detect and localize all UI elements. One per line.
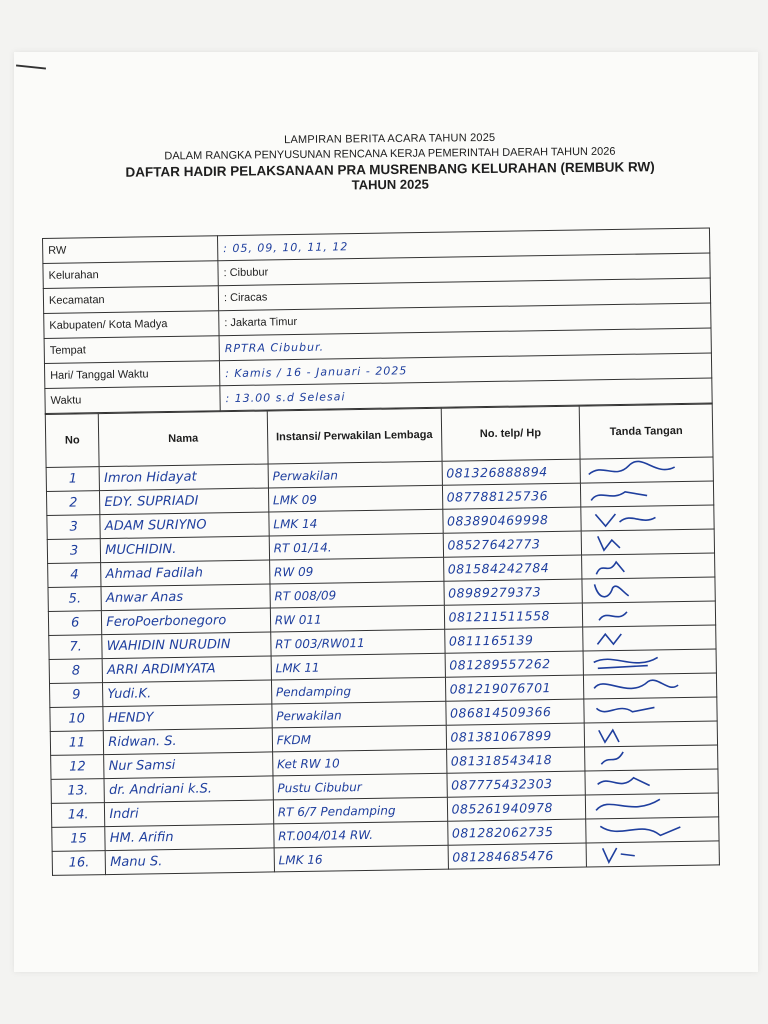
row-number: 15 bbox=[52, 827, 106, 852]
signature-stroke bbox=[596, 561, 624, 573]
tempat-value: RPTRA Cibubur. bbox=[219, 328, 711, 361]
participant-name: Ahmad Fadilah bbox=[101, 560, 270, 587]
signature-cell bbox=[585, 769, 718, 795]
participant-phone: 081211511558 bbox=[444, 603, 583, 629]
participant-institution: LMK 11 bbox=[271, 653, 445, 680]
signature-cell bbox=[582, 553, 715, 579]
participant-institution: LMK 16 bbox=[274, 845, 448, 872]
participant-institution: FKDM bbox=[272, 725, 446, 752]
participant-name: MUCHIDIN. bbox=[101, 536, 270, 563]
row-number: 3 bbox=[47, 539, 101, 564]
col-header-tanda-tangan: Tanda Tangan bbox=[579, 404, 713, 459]
signature-scribble bbox=[586, 530, 696, 554]
kabupaten-label: Kabupaten/ Kota Madya bbox=[44, 311, 219, 339]
attendance-form bbox=[42, 228, 720, 876]
row-number: 6 bbox=[48, 611, 102, 636]
participant-phone: 08989279373 bbox=[443, 579, 582, 605]
row-number: 11 bbox=[50, 731, 104, 756]
participant-phone: 0811165139 bbox=[444, 627, 583, 653]
participant-phone: 087775432303 bbox=[446, 771, 585, 797]
participant-institution: RT 01/14. bbox=[269, 533, 443, 560]
participant-name: ADAM SURIYNO bbox=[100, 512, 269, 539]
participant-name: dr. Andriani k.S. bbox=[104, 776, 273, 803]
signature-cell bbox=[583, 649, 716, 675]
participant-name: Manu S. bbox=[105, 848, 274, 875]
signature-stroke bbox=[589, 460, 675, 474]
kelurahan-label: Kelurahan bbox=[43, 261, 218, 289]
participant-name: Anwar Anas bbox=[101, 584, 270, 611]
signature-stroke bbox=[601, 751, 623, 763]
signature-stroke bbox=[594, 657, 658, 668]
signature-stroke bbox=[594, 679, 678, 688]
signature-scribble bbox=[590, 818, 700, 842]
participant-institution: LMK 14 bbox=[269, 509, 443, 536]
participant-name: ARRI ARDIMYATA bbox=[102, 656, 271, 683]
row-number: 7. bbox=[49, 635, 103, 660]
participant-phone: 081284685476 bbox=[448, 843, 587, 869]
row-number: 14. bbox=[51, 803, 105, 828]
signature-cell bbox=[584, 697, 717, 723]
signature-stroke bbox=[596, 513, 656, 526]
col-header-no: No bbox=[45, 414, 99, 468]
kelurahan-value: : Cibubur bbox=[218, 253, 710, 286]
signature-scribble bbox=[590, 770, 700, 794]
participant-phone: 083890469998 bbox=[442, 507, 581, 533]
row-number: 1 bbox=[46, 467, 100, 492]
participant-institution: Ket RW 10 bbox=[272, 749, 446, 776]
header-line-4: TAHUN 2025 bbox=[351, 176, 429, 193]
attendance-rows bbox=[46, 457, 719, 875]
hari-label: Hari/ Tanggal Waktu bbox=[44, 361, 219, 389]
signature-stroke bbox=[591, 491, 647, 500]
signature-stroke bbox=[598, 535, 620, 549]
participant-phone: 081318543418 bbox=[446, 747, 585, 773]
row-number: 5. bbox=[48, 587, 102, 612]
signature-scribble bbox=[587, 626, 697, 650]
kabupaten-value: : Jakarta Timur bbox=[219, 303, 711, 336]
meeting-info-table bbox=[42, 228, 713, 414]
row-number: 2 bbox=[46, 491, 100, 516]
col-header-instansi: Instansi/ Perwakilan Lembaga bbox=[267, 408, 442, 464]
signature-cell bbox=[581, 529, 714, 555]
header-line-2: DALAM RANGKA PENYUSUNAN RENCANA KERJA PEMERINTAH DAERAH TAHUN 2026 bbox=[164, 145, 616, 163]
signature-scribble bbox=[591, 842, 701, 866]
signature-scribble bbox=[589, 746, 699, 770]
participant-phone: 085261940978 bbox=[447, 795, 586, 821]
header-line-1: LAMPIRAN BERITA ACARA TAHUN 2025 bbox=[284, 131, 496, 147]
participant-institution: LMK 09 bbox=[268, 485, 442, 512]
participant-institution: RT 008/09 bbox=[270, 581, 444, 608]
header-line-3: DAFTAR HADIR PELAKSANAAN PRA MUSRENBANG KELURAHAN (REMBUK RW) bbox=[125, 159, 655, 180]
document-header bbox=[60, 129, 721, 196]
signature-cell bbox=[581, 481, 714, 507]
participant-institution: Perwakilan bbox=[268, 461, 442, 488]
participant-name: Indri bbox=[105, 800, 274, 827]
kecamatan-value: : Ciracas bbox=[218, 278, 710, 311]
signature-scribble bbox=[585, 506, 695, 530]
signature-scribble bbox=[585, 458, 695, 482]
signature-cell bbox=[584, 721, 717, 747]
signature-stroke bbox=[600, 825, 680, 836]
participant-institution: RT 6/7 Pendamping bbox=[273, 797, 447, 824]
participant-phone: 081326888894 bbox=[442, 459, 581, 485]
participant-phone: 081584242784 bbox=[443, 555, 582, 581]
participant-phone: 081381067899 bbox=[446, 723, 585, 749]
signature-cell bbox=[582, 577, 715, 603]
signature-stroke bbox=[597, 707, 655, 712]
participant-name: WAHIDIN NURUDIN bbox=[102, 632, 271, 659]
participant-name: FeroPoerbonegoro bbox=[102, 608, 271, 635]
signature-cell bbox=[583, 625, 716, 651]
row-number: 9 bbox=[49, 683, 103, 708]
participant-name: Ridwan. S. bbox=[104, 728, 273, 755]
signature-scribble bbox=[586, 554, 696, 578]
row-number: 3 bbox=[47, 515, 101, 540]
participant-name: EDY. SUPRIADI bbox=[100, 488, 269, 515]
signature-stroke bbox=[596, 799, 660, 810]
signature-stroke bbox=[603, 847, 635, 862]
row-number: 16. bbox=[52, 851, 106, 876]
signature-scribble bbox=[588, 674, 698, 698]
participant-phone: 081289557262 bbox=[445, 651, 584, 677]
signature-scribble bbox=[587, 602, 697, 626]
participant-name: HENDY bbox=[103, 704, 272, 731]
hari-value: : Kamis / 16 - Januari - 2025 bbox=[219, 353, 711, 386]
signature-scribble bbox=[587, 578, 697, 602]
signature-cell bbox=[582, 601, 715, 627]
participant-phone: 086814509366 bbox=[445, 699, 584, 725]
waktu-value: : 13.00 s.d Selesai bbox=[220, 378, 712, 411]
participant-institution: Perwakilan bbox=[272, 701, 446, 728]
participant-name: Nur Samsi bbox=[104, 752, 273, 779]
participant-phone: 08527642773 bbox=[443, 531, 582, 557]
signature-scribble bbox=[590, 794, 700, 818]
participant-name: Yudi.K. bbox=[103, 680, 272, 707]
participant-institution: RW 011 bbox=[270, 605, 444, 632]
col-header-nama: Nama bbox=[99, 411, 268, 467]
participant-phone: 087788125736 bbox=[442, 483, 581, 509]
signature-scribble bbox=[588, 650, 698, 674]
signature-cell bbox=[586, 841, 719, 867]
rw-label: RW bbox=[43, 236, 218, 264]
participant-institution: RT.004/014 RW. bbox=[274, 821, 448, 848]
row-number: 12 bbox=[51, 755, 105, 780]
signature-cell bbox=[586, 817, 719, 843]
participant-institution: RT 003/RW011 bbox=[271, 629, 445, 656]
signature-stroke bbox=[598, 777, 650, 786]
participant-institution: Pustu Cibubur bbox=[273, 773, 447, 800]
signature-cell bbox=[584, 673, 717, 699]
row-number: 10 bbox=[50, 707, 104, 732]
signature-stroke bbox=[595, 583, 629, 596]
signature-cell bbox=[585, 793, 718, 819]
row-number: 13. bbox=[51, 779, 105, 804]
participant-name: Imron Hidayat bbox=[99, 464, 268, 491]
rw-value: : 05, 09, 10, 11, 12 bbox=[217, 228, 709, 261]
participant-institution: RW 09 bbox=[269, 557, 443, 584]
signature-scribble bbox=[589, 722, 699, 746]
signature-scribble bbox=[585, 482, 695, 506]
tempat-label: Tempat bbox=[44, 336, 219, 364]
participant-phone: 081219076701 bbox=[445, 675, 584, 701]
waktu-label: Waktu bbox=[45, 386, 220, 414]
participant-institution: Pendamping bbox=[271, 677, 445, 704]
row-number: 8 bbox=[49, 659, 103, 684]
signature-stroke bbox=[597, 633, 621, 643]
kecamatan-label: Kecamatan bbox=[43, 286, 218, 314]
participant-phone: 081282062735 bbox=[447, 819, 586, 845]
col-header-telp: No. telp/ Hp bbox=[441, 406, 580, 461]
signature-cell bbox=[581, 505, 714, 531]
participant-name: HM. Arifin bbox=[105, 824, 274, 851]
signature-stroke bbox=[599, 729, 619, 741]
signature-stroke bbox=[599, 611, 627, 619]
attendance-table bbox=[45, 403, 720, 875]
row-number: 4 bbox=[48, 563, 102, 588]
signature-scribble bbox=[588, 698, 698, 722]
signature-cell bbox=[585, 745, 718, 771]
signature-cell bbox=[580, 457, 713, 483]
